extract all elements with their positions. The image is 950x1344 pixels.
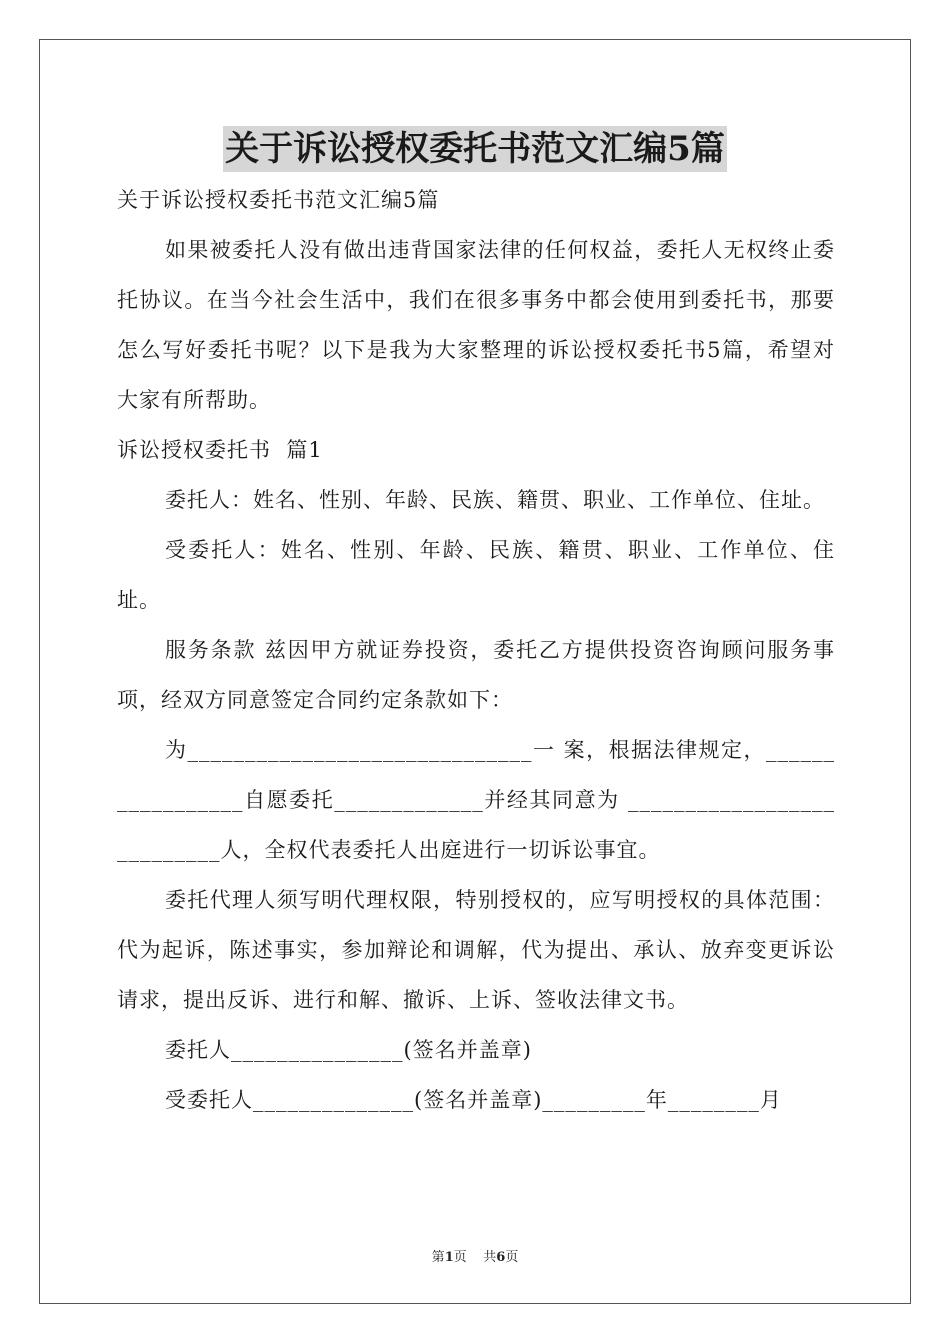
- agent-signature-line: 受委托人______________(签名并盖章)_________年________月: [165, 1088, 782, 1112]
- footer-page-prefix: 第: [431, 1250, 445, 1265]
- document-body: [117, 175, 835, 1125]
- page-footer: [0, 1246, 950, 1265]
- footer-page-mid: 页 共: [453, 1250, 497, 1265]
- agent-paragraph: 受委托人：姓名、性别、年龄、民族、籍贯、职业、工作单位、住址。: [117, 538, 835, 612]
- intro-paragraph: 如果被委托人没有做出违背国家法律的任何权益，委托人无权终止委托协议。在当今社会生活中，我们在很多事务中都会使用到委托书，那要怎么写好委托书呢？以下是我为大家整理的诉讼授权委托书5篇，希望对大家有所帮助。: [117, 238, 835, 412]
- authority-clause-paragraph: 委托代理人须写明代理权限，特别授权的，应写明授权的具体范围：代为起诉，陈述事实，参加辩论和调解，代为提出、承认、放弃变更诉讼请求，提出反诉、进行和解、撤诉、上诉、签收法律文书。: [117, 888, 835, 1012]
- case-clause-paragraph: 为______________________________一 案，根据法律规定，_________________自愿委托_____________并经其同意为 ___________________________人，全权代表委托人出庭进行一切诉讼事宜。: [117, 738, 835, 862]
- footer-page-total: 6: [496, 1250, 506, 1265]
- section-heading: 诉讼授权委托书 篇1: [117, 438, 323, 462]
- document-subtitle: 关于诉讼授权委托书范文汇编5篇: [117, 188, 440, 212]
- service-terms-paragraph: 服务条款 兹因甲方就证券投资，委托乙方提供投资咨询顾问服务事项，经双方同意签定合同约定条款如下：: [117, 638, 835, 712]
- footer-page-current: 1: [444, 1250, 454, 1265]
- principal-signature-line: 委托人_______________(签名并盖章): [165, 1038, 532, 1062]
- footer-page-suffix: 页: [505, 1250, 519, 1265]
- document-title: 关于诉讼授权委托书范文汇编5篇: [223, 126, 727, 172]
- title-container: [0, 126, 950, 172]
- principal-paragraph: 委托人：姓名、性别、年龄、民族、籍贯、职业、工作单位、住址。: [165, 488, 825, 512]
